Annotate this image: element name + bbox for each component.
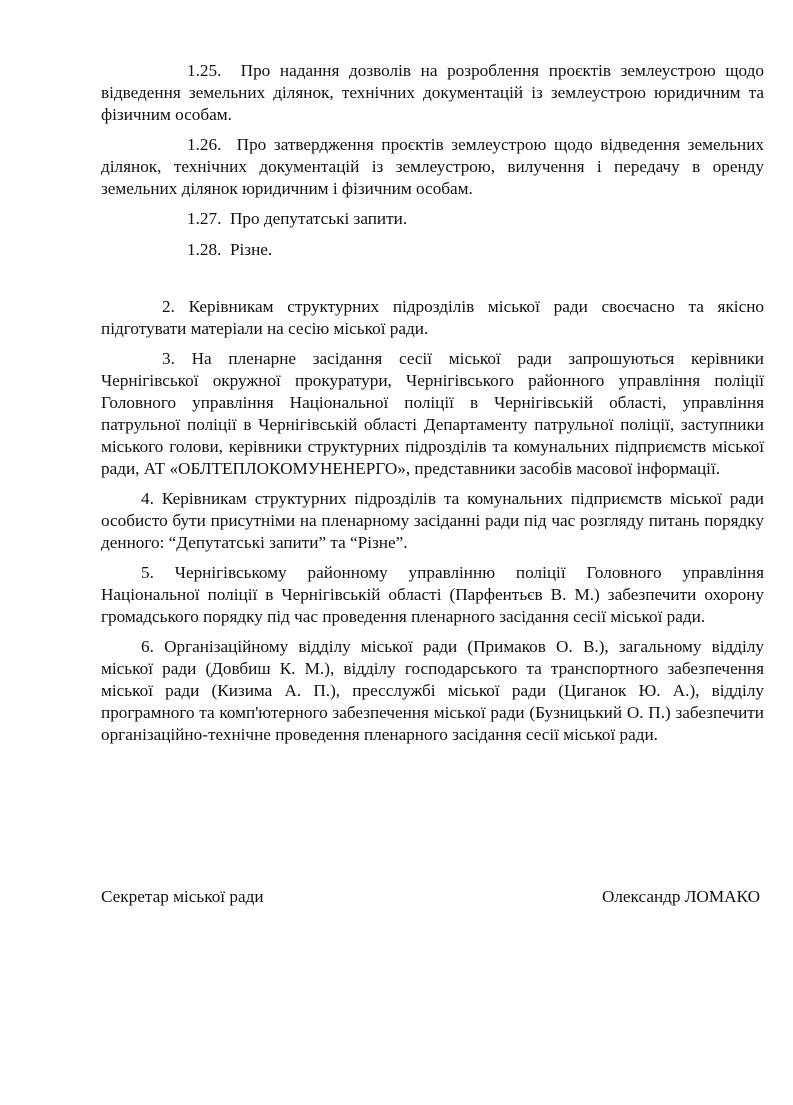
signature-block	[101, 886, 760, 908]
item-number: 1.25.	[187, 61, 222, 80]
paragraph-4: 4. Керівникам структурних підрозділів та комунальних підприємств міської ради особисто бути присутніми на пленарному засіданні ради під час розгляду питань порядку денного: “Депутатські запити” та “Різне”.	[101, 489, 764, 552]
item-text: Про надання дозволів на розроблення проєктів землеустрою щодо відведення земельних ділянок, технічних документацій із землеустрою юридичним та фізичним особам.	[101, 61, 764, 124]
signature-position: Секретар міської ради	[101, 887, 264, 906]
paragraph-3: 3. На пленарне засідання сесії міської ради запрошуються керівники Чернігівської окружної прокуратури, Чернігівського районного управління поліції Головного управління Національної поліції в Чернігівській області, управління патрульної поліції в Чернігівській області Департаменту патрульної поліції, заступники міського голови, керівники структурних підрозділів та комунальних підприємств міської ради, АТ «ОБЛТЕПЛОКОМУНЕНЕРГО», представники засобів масової інформації.	[101, 349, 764, 478]
document-body	[101, 60, 764, 754]
item-1-25	[101, 60, 764, 126]
paragraph-5: 5. Чернігівському районному управлінню поліції Головного управління Національної поліції в Чернігівській області (Парфентьєв В. М.) забезпечити охорону громадського порядку під час проведення пленарного засідання сесії міської ради.	[101, 563, 764, 626]
item-text: Про депутатські запити.	[229, 209, 408, 228]
item-1-26	[101, 134, 764, 200]
item-number: 1.27.	[187, 209, 222, 228]
signature-name: Олександр ЛОМАКО	[601, 887, 760, 906]
item-number: 1.26.	[187, 135, 222, 154]
item-text: Про затвердження проєктів землеустрою щодо відведення земельних ділянок, технічних документацій із землеустрою, вилучення і передачу в оренду земельних ділянок юридичним і фізичним особам.	[101, 135, 765, 198]
item-text: Різне.	[229, 240, 273, 259]
item-1-28	[101, 239, 764, 261]
paragraph-2: 2. Керівникам структурних підрозділів міської ради своєчасно та якісно підготувати матеріали на сесію міської ради.	[101, 297, 764, 338]
spacer	[101, 270, 764, 296]
paragraph-6: 6. Організаційному відділу міської ради (Примаков О. В.), загальному відділу міської ради (Довбиш К. М.), відділу господарського та транспортного забезпечення міської ради (Кизима А. П.), пресслужбі міської ради (Циганок Ю. А.), відділу програмного та комп'ютерного забезпечення міської ради (Бузницький О. П.) забезпечити організаційно-технічне проведення пленарного засідання сесії міської ради.	[101, 637, 764, 744]
item-number: 1.28.	[187, 240, 222, 259]
item-1-27	[101, 208, 764, 230]
